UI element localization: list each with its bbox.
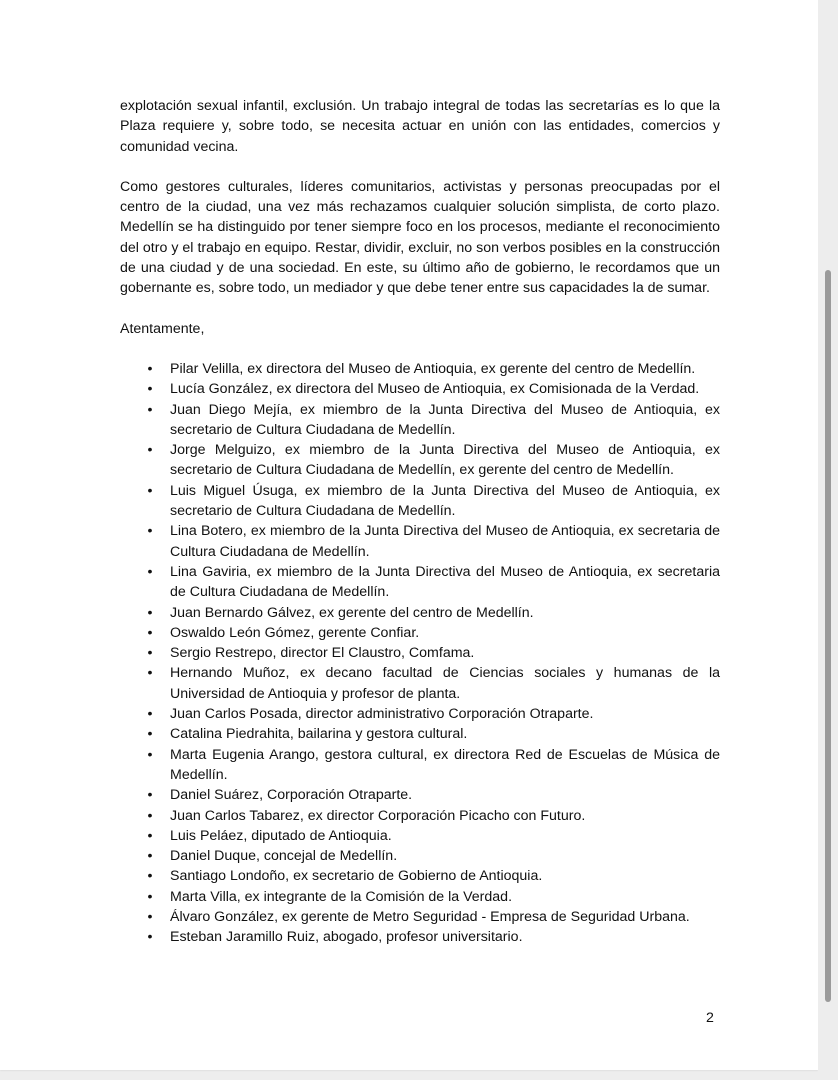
- list-item: [120, 887, 720, 907]
- body-paragraph: Como gestores culturales, líderes comunitarios, activistas y personas preocupadas por el centro de la ciudad, una vez más rechazamos cualquier solución simplista, de corto plazo. Medellín se ha distinguido por tener siempre foco en los procesos, mediante el reconocimiento del otro y el trabajo en equipo. Restar, dividir, excluir, no son verbos posibles en la construcción de una ciudad y de una sociedad. En este, su último año de gobierno, le recordamos que un gobernante es, sobre todo, un mediador y que debe tener entre sus capacidades la de sumar.: [120, 178, 720, 297]
- list-item: [120, 562, 720, 603]
- signer-text: Juan Diego Mejía, ex miembro de la Junta Directiva del Museo de Antioquia, ex secretario de Cultura Ciudadana de Medellín.: [170, 401, 720, 438]
- list-item: [120, 907, 720, 927]
- list-item: [120, 643, 720, 663]
- bullet-icon: •: [147, 787, 153, 804]
- bullet-icon: •: [147, 482, 153, 499]
- list-item: [120, 400, 720, 441]
- signer-text: Luis Miguel Úsuga, ex miembro de la Junta Directiva del Museo de Antioquia, ex secretario de Cultura Ciudadana de Medellín.: [170, 482, 720, 520]
- bullet-icon: •: [147, 624, 153, 641]
- bullet-icon: •: [147, 848, 153, 865]
- list-item: [120, 745, 720, 786]
- list-item: [120, 521, 720, 562]
- bullet-icon: •: [147, 827, 153, 844]
- bullet-icon: •: [147, 665, 153, 682]
- bullet-icon: •: [147, 746, 153, 763]
- bullet-icon: •: [147, 706, 153, 723]
- signer-text: Marta Eugenia Arango, gestora cultural, ex directora Red de Escuelas de Música de Medellín.: [170, 746, 720, 783]
- signer-text: Luis Peláez, diputado de Antioquia.: [170, 827, 392, 844]
- signer-text: Santiago Londoño, ex secretario de Gobierno de Antioquia.: [170, 868, 543, 885]
- signer-text: Esteban Jaramillo Ruiz, abogado, profesor universitario.: [170, 929, 523, 946]
- signer-text: Lina Botero, ex miembro de la Junta Directiva del Museo de Antioquia, ex secretaria de Cultura Ciudadana de Medellín.: [170, 523, 720, 560]
- list-item: [120, 481, 720, 522]
- vertical-scrollbar[interactable]: [818, 0, 838, 1080]
- bullet-icon: •: [147, 908, 153, 925]
- signer-text: Hernando Muñoz, ex decano facultad de Ciencias sociales y humanas de la Universidad de Antioquia y profesor de planta.: [170, 665, 720, 702]
- bullet-icon: •: [147, 868, 153, 885]
- list-item: [120, 846, 720, 866]
- list-item: [120, 663, 720, 704]
- list-item: [120, 359, 720, 379]
- signer-text: Marta Villa, ex integrante de la Comisión de la Verdad.: [170, 888, 513, 905]
- list-item: [120, 379, 720, 399]
- signer-text: Jorge Melguizo, ex miembro de la Junta Directiva del Museo de Antioquia, ex secretario de Cultura Ciudadana de Medellín, ex gerente del centro de Medellín.: [170, 442, 720, 479]
- list-item: [120, 785, 720, 805]
- list-item: [120, 866, 720, 886]
- list-item: [120, 724, 720, 744]
- bullet-icon: •: [147, 442, 153, 459]
- list-item: [120, 704, 720, 724]
- signers-list: [120, 359, 720, 948]
- signer-text: Juan Carlos Posada, director administrativo Corporación Otraparte.: [170, 706, 594, 723]
- signer-text: Juan Carlos Tabarez, ex director Corporación Picacho con Futuro.: [170, 807, 586, 824]
- signer-text: Pilar Velilla, ex directora del Museo de Antioquia, ex gerente del centro de Medellín.: [170, 360, 696, 377]
- bullet-icon: •: [147, 645, 153, 662]
- list-item: [120, 623, 720, 643]
- signer-text: Catalina Piedrahita, bailarina y gestora cultural.: [170, 726, 468, 743]
- list-item: [120, 927, 720, 947]
- body-paragraph: explotación sexual infantil, exclusión. Un trabajo integral de todas las secretarías es lo que la Plaza requiere y, sobre todo, se necesita actuar en unión con las entidades, comercios y comunidad vecina.: [120, 98, 720, 155]
- bullet-icon: •: [147, 563, 153, 580]
- signer-text: Álvaro González, ex gerente de Metro Seguridad - Empresa de Seguridad Urbana.: [170, 908, 690, 925]
- page-content: [120, 96, 720, 948]
- bullet-icon: •: [147, 888, 153, 905]
- page-number: 2: [706, 1010, 714, 1026]
- bullet-icon: •: [147, 360, 153, 377]
- signer-text: Lina Gaviria, ex miembro de la Junta Directiva del Museo de Antioquia, ex secretaria de Cultura Ciudadana de Medellín.: [170, 563, 720, 601]
- bullet-icon: •: [147, 401, 153, 418]
- bullet-icon: •: [147, 807, 153, 824]
- bullet-icon: •: [147, 929, 153, 946]
- signer-text: Daniel Duque, concejal de Medellín.: [170, 848, 398, 865]
- signer-text: Juan Bernardo Gálvez, ex gerente del centro de Medellín.: [170, 604, 534, 621]
- bullet-icon: •: [147, 523, 153, 540]
- list-item: [120, 826, 720, 846]
- bullet-icon: •: [147, 726, 153, 743]
- scrollbar-thumb[interactable]: [825, 270, 831, 1002]
- bullet-icon: •: [147, 381, 153, 398]
- list-item: [120, 603, 720, 623]
- bullet-icon: •: [147, 604, 153, 621]
- signer-text: Lucía González, ex directora del Museo de Antioquia, ex Comisionada de la Verdad.: [170, 381, 700, 398]
- list-item: [120, 440, 720, 481]
- signer-text: Oswaldo León Gómez, gerente Confiar.: [170, 624, 420, 641]
- closing-salutation: Atentamente,: [120, 320, 205, 337]
- list-item: [120, 806, 720, 826]
- signer-text: Sergio Restrepo, director El Claustro, Comfama.: [170, 645, 475, 662]
- signer-text: Daniel Suárez, Corporación Otraparte.: [170, 787, 413, 804]
